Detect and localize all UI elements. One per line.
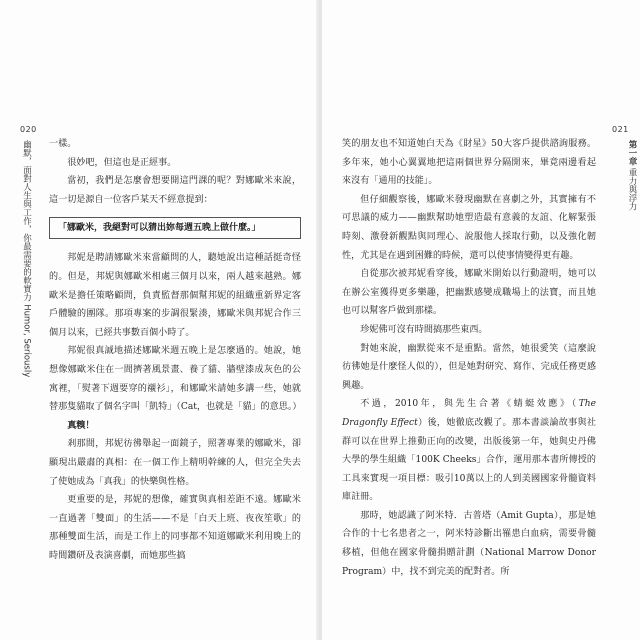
page-number: 021	[612, 125, 629, 134]
paragraph: 一樣。	[49, 139, 77, 149]
text-run: ）後，她徹底改觀了。那本書談論故事與社群可以在世界上推動正向的改變，出版後第一年，她與史丹佛大學的學生組織「100K Cheeks」合作，運用那本書所傳授的工具來實現一項目標：吸引10萬以上的人到美國國家骨髓資料庫註冊。	[342, 417, 596, 503]
paragraph: 珍妮佛可沒有時間搞那些東西。	[360, 324, 488, 335]
running-head: 幽默，面對人生與工作，你最需要的軟實力 Humor, Seriously	[21, 140, 32, 378]
paragraph: 剎那間，邦妮彷彿舉起一面鏡子，照著專業的娜歐米，卻顯現出嚴肅的真相：在一個工作上精明幹練的人，但完全失去了使她成為「真我」的快樂與性格。	[49, 439, 301, 487]
chapter-running-head	[614, 140, 636, 211]
paragraph: 更重要的是，邦妮的想像，確實與真相差距不遠。娜歐米一直過著「雙面」的生活——不是「白天上班、夜夜笙歌」的那種雙面生活，而是工作上的同事都不知道娜歐米利用晚上的時間鑽研及表演喜劇，而她那些搞	[49, 495, 301, 561]
left-body-text	[49, 135, 301, 565]
paragraph: 自從那次被邦妮看穿後，娜歐米開始以行動證明，她可以在辦公室獲得更多樂趣，把幽默感變成職場上的法寶，而且她也可以幫客戶做到那樣。	[342, 269, 596, 317]
chapter-title: 重力與浮力	[627, 168, 637, 211]
book-title: The Dragonfly Effect	[342, 399, 596, 428]
paragraph: 邦妮是聘請娜歐米來當顧問的人，聽她說出這種話挺奇怪的。但是，邦妮與娜歐米相處三個月以來，兩人越來越熟。娜歐米是擔任策略顧問，負責監督那個幫邦妮的組織重新界定客戶體驗的團隊。那項專案的步調很緊湊，娜歐米與邦妮合作三個月以來，已經共事數百個小時了。	[49, 253, 301, 338]
paragraph: 邦妮很真誠地描述娜歐米週五晚上是怎麼過的。她說，她想像娜歐米住在一間擠著風景畫、養了貓、牆壁漆成灰色的公寓裡，「熨著下週要穿的襯衫」，和娜歐米請她多講一些，她就替那隻貓取了個名字叫「凱特」（Cat，也就是「貓」的意思。）	[49, 346, 302, 413]
paragraph: 那時，她認識了阿米特．古普塔（Amit Gupta），那是她合作的十七名患者之一，阿米特診斷出罹患白血病，需要骨髓移植，但他在國家骨髓捐贈計劃（National Marrow Donor Program）中，找不到完美的配對者。所	[342, 510, 596, 577]
paragraph: 當初，我們是怎麼會想要開這門課的呢？對娜歐米來說，這一切是源自一位客戶某天不經意提到：	[49, 176, 301, 205]
page-number: 020	[20, 125, 37, 134]
paragraph: 但仔細觀察後，娜歐米發現幽默在喜劇之外，其實擁有不可思議的威力——幽默幫助她塑造最有意義的友誼、化解緊張時刻、激發新觀點與同理心、說服他人採取行動，以及強化韌性，尤其是在遇到困難的時候，還可以使事情變得更有趣。	[342, 194, 596, 261]
paragraph: 很妙吧，但這也是正經事。	[67, 157, 177, 168]
exclamation-line: 真糗！	[67, 419, 95, 431]
quote-box: 「娜歐米，我絕對可以猜出妳每週五晚上做什麼。」	[49, 217, 301, 239]
left-page	[0, 0, 318, 640]
chapter-label: 第一章	[627, 140, 637, 166]
paragraph: 笑的朋友也不知道她白天為《財星》50大客戶提供諮詢服務。多年來，她小心翼翼地把這兩個世界分隔開來，畢竟兩邊看起來沒有「通用的技能」。	[342, 139, 596, 187]
text-run: 不過，2010年，與先生合著《蜻蜓效應》（	[360, 399, 579, 410]
paragraph: 對她來說，幽默從來不是重點。當然，她很愛笑（這麼說彷彿她是什麼怪人似的），但是她對研究、寫作、完成任務更感興趣。	[342, 343, 596, 391]
paragraph	[342, 395, 596, 507]
right-page	[322, 0, 640, 640]
right-body-text	[342, 135, 596, 581]
